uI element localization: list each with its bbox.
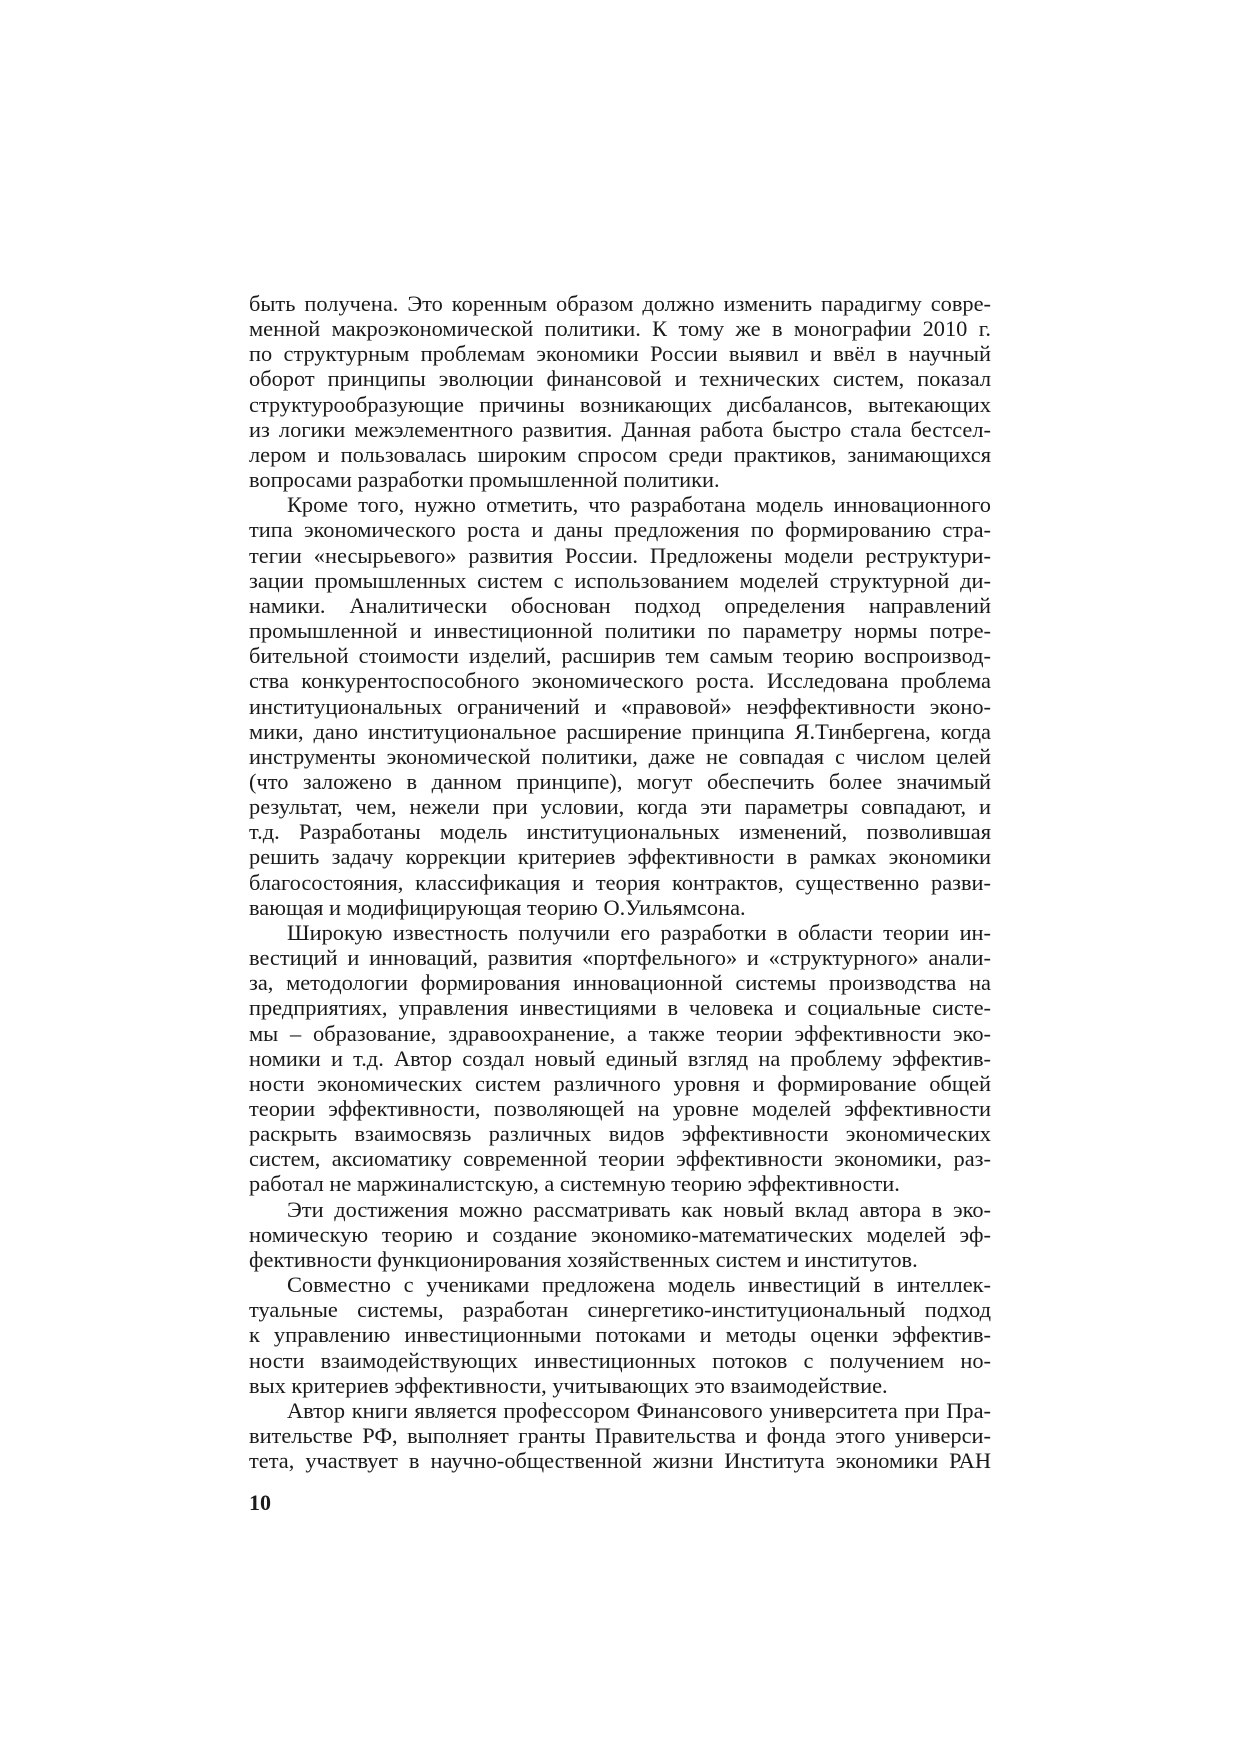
text-line: за, методологии формирования инновационной системы производства на [249, 970, 991, 996]
text-line: тета, участвует в научно-общественной жизни Института экономики РАН [249, 1448, 991, 1474]
paragraph [249, 1197, 991, 1272]
text-line: зации промышленных систем с использованием моделей структурной ди- [249, 567, 991, 593]
text-line: ства конкурентоспособного экономического роста. Исследована проблема [249, 668, 991, 694]
text-line: Широкую известность получили его разработки в области теории ин- [287, 919, 991, 945]
text-line: к управлению инвестиционными потоками и методы оценки эффектив- [249, 1322, 991, 1348]
text-line: фективности функционирования хозяйственных систем и институтов. [249, 1246, 918, 1272]
text-line: вопросами разработки промышленной политики. [249, 467, 720, 493]
paragraph [249, 1398, 991, 1473]
text-line: оборот принципы эволюции финансовой и технических систем, показал [249, 366, 991, 392]
text-line: Автор книги является профессором Финансового университета при Пра- [287, 1397, 991, 1423]
text-line: институциональных ограничений и «правовой» неэффективности эконо- [249, 693, 991, 719]
text-line: благосостояния, классификация и теория контрактов, существенно разви- [249, 869, 991, 895]
text-line: лером и пользовалась широким спросом среди практиков, занимающихся [249, 441, 991, 467]
paragraph [249, 1272, 991, 1398]
text-line: Кроме того, нужно отметить, что разработана модель инновационного [287, 492, 991, 518]
text-line: структурообразующие причины возникающих дисбалансов, вытекающих [249, 391, 991, 417]
text-line: Совместно с учениками предложена модель инвестиций в интеллек- [287, 1272, 991, 1298]
text-line: раскрыть взаимосвязь различных видов эффективности экономических [249, 1121, 991, 1147]
text-line: бительной стоимости изделий, расширив тем самым теорию воспроизвод- [249, 643, 991, 669]
paragraph [249, 492, 991, 920]
text-line: предприятиях, управления инвестициями в человека и социальные систе- [249, 995, 991, 1021]
text-line: вающая и модифицирующая теорию О.Уильямсона. [249, 894, 746, 920]
text-line: промышленной и инвестиционной политики по параметру нормы потре- [249, 618, 991, 644]
text-line: вительстве РФ, выполняет гранты Правительства и фонда этого универси- [249, 1423, 991, 1449]
text-line: Эти достижения можно рассматривать как новый вклад автора в эко- [287, 1196, 991, 1222]
text-line: номическую теорию и создание экономико-математических моделей эф- [249, 1221, 991, 1247]
text-line: т.д. Разработаны модель институциональных изменений, позволившая [249, 819, 991, 845]
text-line: из логики межэлементного развития. Данная работа быстро стала бестсел- [249, 416, 991, 442]
text-line: номики и т.д. Автор создал новый единый взгляд на проблему эффектив- [249, 1045, 991, 1071]
text-line: быть получена. Это коренным образом должно изменить парадигму совре- [249, 291, 991, 316]
text-line: ности экономических систем различного уровня и формирование общей [249, 1070, 991, 1096]
text-line: менной макроэкономической политики. К тому же в монографии 2010 г. [249, 316, 991, 342]
text-line: результат, чем, нежели при условии, когда эти параметры совпадают, и [249, 794, 991, 820]
text-line: типа экономического роста и даны предложения по формированию стра- [249, 517, 991, 543]
text-line: ности взаимодействующих инвестиционных потоков с получением но- [249, 1347, 991, 1373]
paragraph [249, 920, 991, 1197]
text-line: решить задачу коррекции критериев эффективности в рамках экономики [249, 844, 991, 870]
text-line: систем, аксиоматику современной теории эффективности экономики, раз- [249, 1146, 991, 1172]
text-line: по структурным проблемам экономики России выявил и ввёл в научный [249, 341, 991, 367]
body-text [249, 291, 991, 1473]
text-line: работал не маржиналистскую, а системную теорию эффективности. [249, 1171, 900, 1197]
text-line: теории эффективности, позволяющей на уровне моделей эффективности [249, 1096, 991, 1121]
text-line: мы – образование, здравоохранение, а также теории эффективности эко- [249, 1020, 991, 1046]
text-line: (что заложено в данном принципе), могут обеспечить более значимый [249, 768, 991, 794]
text-line: вых критериев эффективности, учитывающих это взаимодействие. [249, 1372, 888, 1398]
text-line: мики, дано институциональное расширение принципа Я.Тинбергена, когда [249, 718, 991, 744]
text-line: тегии «несырьевого» развития России. Предложены модели реструктури- [249, 542, 991, 568]
page-number: 10 [249, 1490, 271, 1515]
text-line: намики. Аналитически обоснован подход определения направлений [249, 592, 991, 618]
text-line: туальные системы, разработан синергетико-институциональный подход [249, 1297, 991, 1323]
text-line: инструменты экономической политики, даже не совпадая с числом целей [249, 743, 991, 769]
text-line: вестиций и инноваций, развития «портфельного» и «структурного» анали- [249, 945, 991, 971]
paragraph [249, 291, 991, 492]
